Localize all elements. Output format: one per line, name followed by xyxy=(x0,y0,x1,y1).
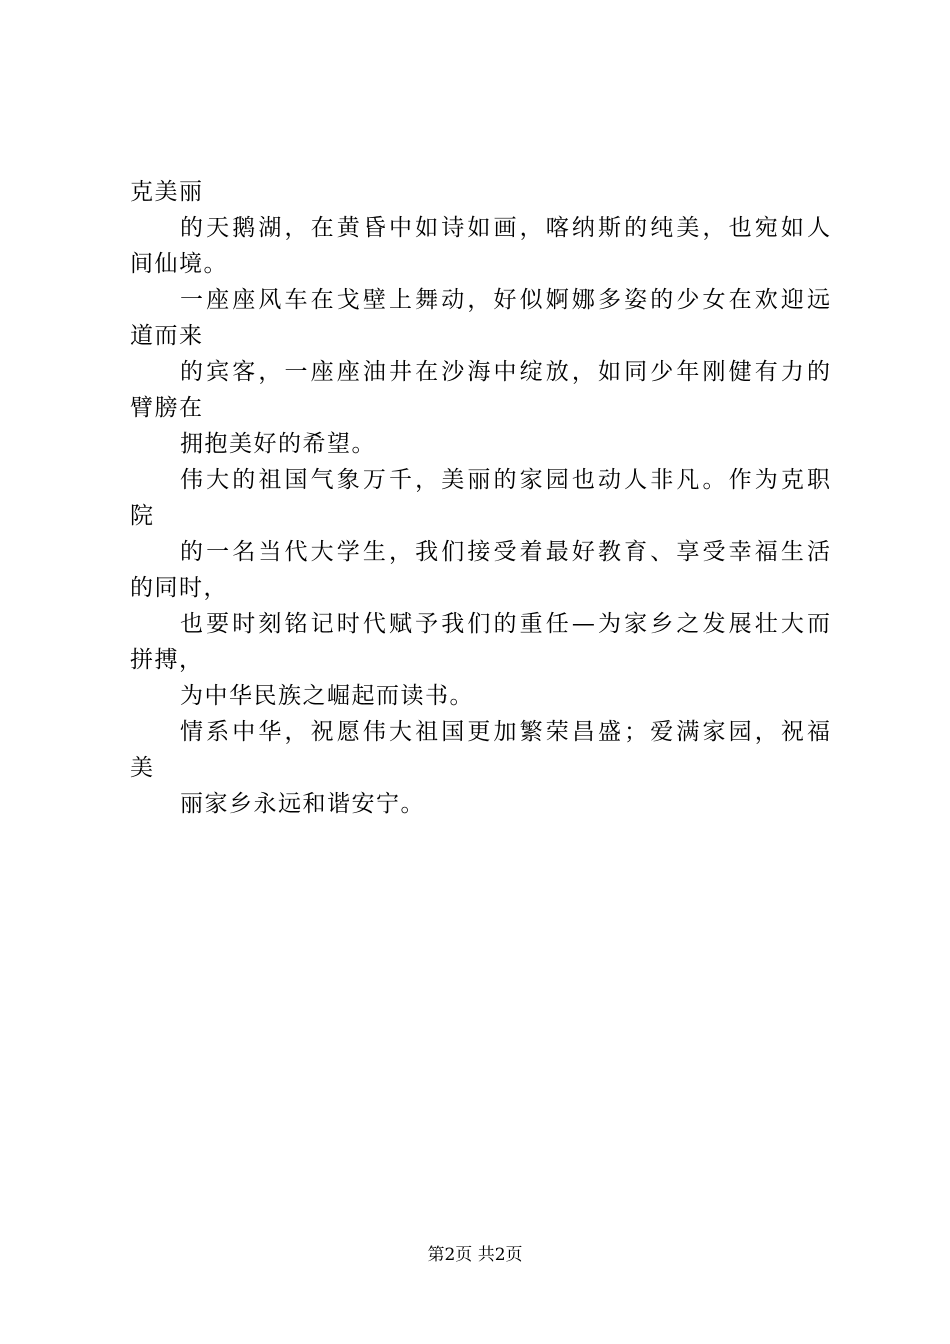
text-line: 也要时刻铭记时代赋予我们的重任—为家乡之发展壮大而 xyxy=(180,611,830,637)
text-line: 一座座风车在戈壁上舞动，好似婀娜多姿的少女在欢迎远 xyxy=(180,287,830,313)
text-line: 拼搏， xyxy=(130,647,204,673)
page-footer: 第2页 共2页 xyxy=(427,1245,523,1265)
body-text xyxy=(130,174,830,822)
text-line: 道而来 xyxy=(130,323,204,349)
text-line: 克美丽 xyxy=(130,179,204,205)
text-line: 院 xyxy=(130,503,155,529)
text-line: 拥抱美好的希望。 xyxy=(180,431,376,457)
text-line: 伟大的祖国气象万千，美丽的家园也动人非凡。作为克职 xyxy=(180,467,830,493)
text-line: 丽家乡永远和谐安宁。 xyxy=(180,791,425,817)
text-line: 情系中华，祝愿伟大祖国更加繁荣昌盛；爱满家园，祝福 xyxy=(180,719,830,745)
text-line: 的宾客，一座座油井在沙海中绽放，如同少年刚健有力的 xyxy=(180,359,830,385)
text-line: 的同时， xyxy=(130,575,228,601)
text-line: 臂膀在 xyxy=(130,395,204,421)
text-line: 的天鹅湖，在黄昏中如诗如画，喀纳斯的纯美，也宛如人 xyxy=(180,215,830,241)
text-line: 美 xyxy=(130,755,155,781)
text-line: 的一名当代大学生，我们接受着最好教育、享受幸福生活 xyxy=(180,539,830,565)
text-line: 间仙境。 xyxy=(130,251,228,277)
text-line: 为中华民族之崛起而读书。 xyxy=(180,683,474,709)
